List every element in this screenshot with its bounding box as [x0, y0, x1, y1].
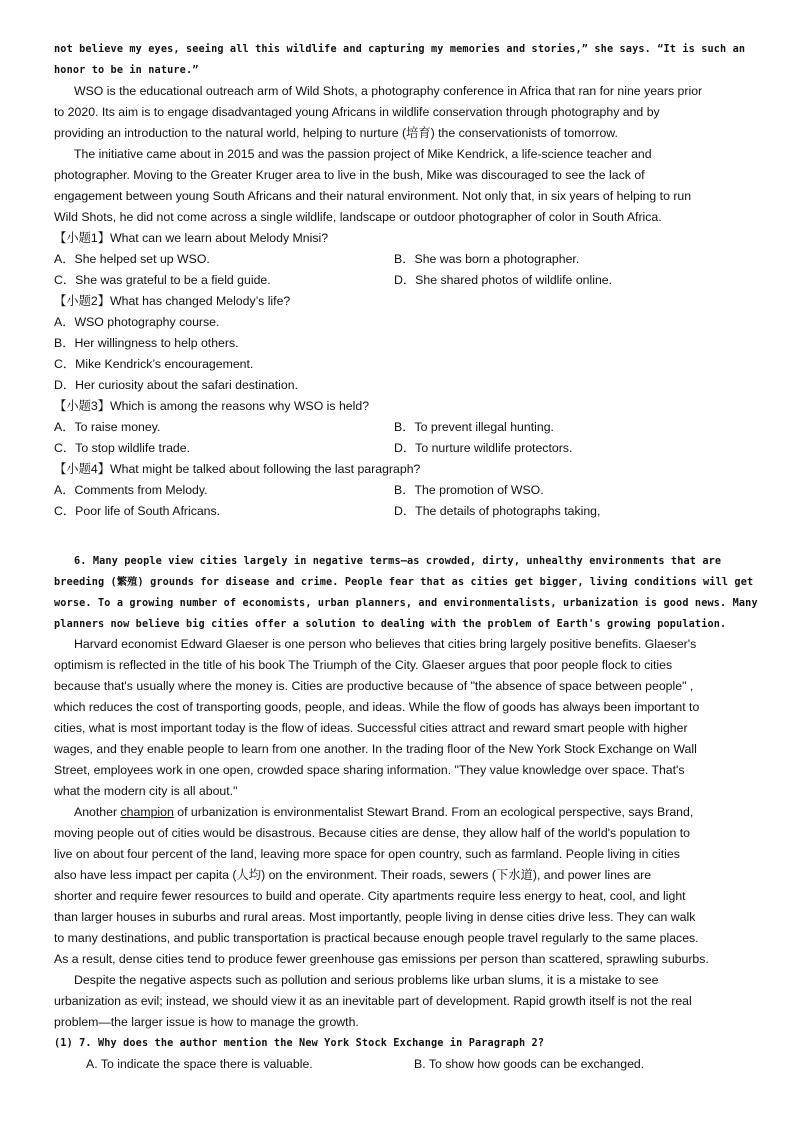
option-a[interactable]: A．To raise money. — [54, 420, 161, 434]
paragraph-line: providing an introduction to the natural world, helping to nurture (培育) the conservationists of tomorrow. — [54, 126, 618, 140]
paragraph-line: shorter and require fewer resources to build and operate. City apartments require less energy to heat, cool, and light — [54, 889, 686, 903]
option-d[interactable]: D．She shared photos of wildlife online. — [394, 273, 613, 287]
paragraph-line: than larger houses in suburbs and rural areas. Most importantly, people living in dense cities drive less. They can walk — [54, 910, 696, 924]
option-b[interactable]: B．Her willingness to help others. — [54, 336, 239, 350]
option-b[interactable]: B. To show how goods can be exchanged. — [414, 1057, 645, 1071]
paragraph-line: As a result, dense cities tend to produce fewer greenhouse gas emissions per person than scattered, sprawling suburbs. — [54, 952, 709, 966]
paragraph-line: Street, employees work in one open, crowded space sharing information. "They value knowledge over space. That's — [54, 763, 685, 777]
question-options-row — [54, 438, 754, 459]
paragraph-line: which reduces the cost of transporting goods, people, and ideas. While the flow of goods has always been important to — [54, 700, 700, 714]
paragraph-line: what the modern city is all about." — [54, 784, 238, 798]
paragraph-line: Wild Shots, he did not come across a single wildlife, landscape or outdoor photographer of color in South Africa. — [54, 210, 662, 224]
underlined-word: champion — [120, 805, 174, 819]
option-c[interactable]: C．Mike Kendrick’s encouragement. — [54, 357, 254, 371]
option-c[interactable]: C．She was grateful to be a field guide. — [54, 273, 271, 287]
option-c[interactable]: C．Poor life of South Africans. — [54, 504, 221, 518]
option-d[interactable]: D．To nurture wildlife protectors. — [394, 441, 573, 455]
option-b[interactable]: B．The promotion of WSO. — [394, 483, 544, 497]
option-b[interactable]: B．She was born a photographer. — [394, 252, 580, 266]
paragraph-line: because that's usually where the money is. Cities are productive because of "the absence of space between people" , — [54, 679, 694, 693]
question-stem: 【小题4】What might be talked about following the last paragraph? — [54, 462, 421, 476]
question-stem: (1) 7. Why does the author mention the New York Stock Exchange in Paragraph 2? — [54, 1038, 545, 1049]
question-options-row — [54, 480, 754, 501]
question-stem: 【小题1】What can we learn about Melody Mnisi? — [54, 231, 329, 245]
paragraph-line: optimism is reflected in the title of his book The Triumph of the City. Glaeser argues that poor people flock to cities — [54, 658, 673, 672]
paragraph-line: urbanization as evil; instead, we should view it as an inevitable part of development. Rapid growth itself is not the real — [54, 994, 692, 1008]
question-options-row — [54, 417, 754, 438]
paragraph-line: Despite the negative aspects such as pollution and serious problems like urban slums, it is a mistake to see — [74, 973, 659, 987]
option-a[interactable]: A．She helped set up WSO. — [54, 252, 210, 266]
question-options-row — [54, 270, 754, 291]
paragraph-line: The initiative came about in 2015 and was the passion project of Mike Kendrick, a life-science teacher and — [74, 147, 652, 161]
paragraph-line: cities, what is most important today is the flow of ideas. Successful cities attract and reward smart people with higher — [54, 721, 688, 735]
paragraph-line: engagement between young South Africans and their natural environment. Not only that, in six years of helping to run — [54, 189, 692, 203]
paragraph-line: wages, and they enable people to learn from one another. In the trading floor of the New York Stock Exchange on Wall — [54, 742, 697, 756]
paragraph-line: live on about four percent of the land, leaving more space for open country, such as farmland. People living in cities — [54, 847, 680, 861]
paragraph-line: photographer. Moving to the Greater Kruger area to live in the bush, Mike was discouraged to see the lack of — [54, 168, 645, 182]
option-d[interactable]: D．Her curiosity about the safari destination. — [54, 378, 299, 392]
question-stem: 【小题2】What has changed Melody’s life? — [54, 294, 291, 308]
paragraph-line: Another champion of urbanization is environmentalist Stewart Brand. From an ecological perspective, says Brand, — [74, 805, 694, 819]
passage-intro-line: planners now believe big cities offer a solution to dealing with the problem of Earth's growing population. — [54, 619, 727, 630]
option-a[interactable]: A．WSO photography course. — [54, 315, 220, 329]
paragraph-line: to many destinations, and public transportation is practical because enough people travel regularly to the same places. — [54, 931, 699, 945]
passage-intro-line: 6. Many people view cities largely in negative terms—as crowded, dirty, unhealthy environments that are — [74, 556, 722, 567]
paragraph-line: WSO is the educational outreach arm of Wild Shots, a photography conference in Africa that ran for nine years prior — [74, 84, 703, 98]
passage-intro-line: worse. To a growing number of economists, urban planners, and environmentalists, urbanization is good news. Many — [54, 598, 758, 609]
question-options-row — [54, 249, 754, 270]
paragraph-line: problem—the larger issue is how to manage the growth. — [54, 1015, 359, 1029]
quote-line: not believe my eyes, seeing all this wildlife and capturing my memories and stories,” she says. “It is such an — [54, 44, 746, 55]
option-a[interactable]: A. To indicate the space there is valuable. — [86, 1057, 313, 1071]
option-b[interactable]: B．To prevent illegal hunting. — [394, 420, 554, 434]
option-c[interactable]: C．To stop wildlife trade. — [54, 441, 191, 455]
option-d[interactable]: D．The details of photographs taking, — [394, 504, 601, 518]
question-options-row — [54, 501, 754, 522]
paragraph-line: also have less impact per capita (人均) on the environment. Their roads, sewers (下水道), and power lines are — [54, 868, 652, 882]
paragraph-line: to 2020. Its aim is to engage disadvantaged young Africans in wildlife conservation through photography and by — [54, 105, 660, 119]
paragraph-line: Harvard economist Edward Glaeser is one person who believes that cities bring largely positive benefits. Glaeser's — [74, 637, 697, 651]
passage-intro-line: breeding (繁殖) grounds for disease and crime. People fear that as cities get bigger, living conditions will get — [54, 577, 754, 588]
paragraph-line: moving people out of cities would be disastrous. Because cities are dense, they allow half of the world's population to — [54, 826, 691, 840]
question-stem: 【小题3】Which is among the reasons why WSO is held? — [54, 399, 370, 413]
option-a[interactable]: A．Comments from Melody. — [54, 483, 208, 497]
quote-line: honor to be in nature.” — [54, 65, 199, 76]
